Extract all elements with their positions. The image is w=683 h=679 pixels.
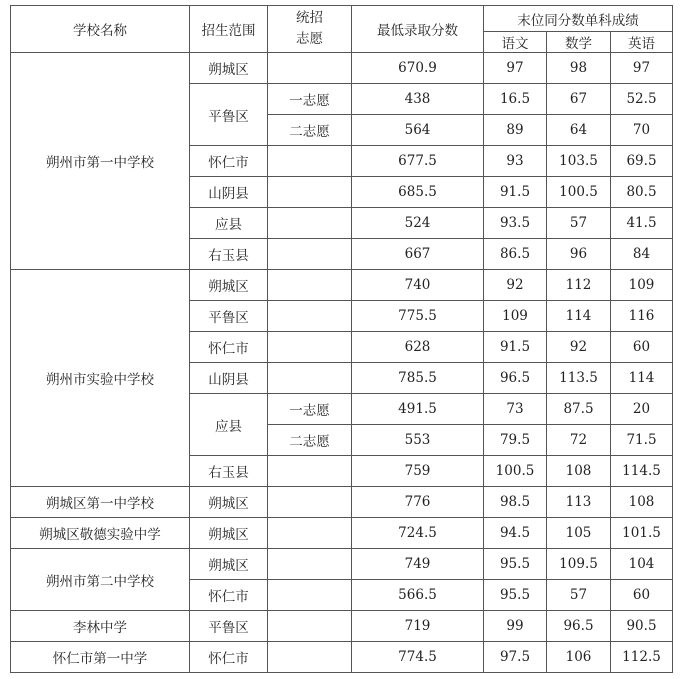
math-cell: 108 <box>547 456 611 487</box>
min-score-cell: 776 <box>352 487 484 518</box>
english-cell: 109 <box>611 270 673 301</box>
chinese-cell: 109 <box>484 301 547 332</box>
english-cell: 114.5 <box>611 456 673 487</box>
chinese-cell: 97.5 <box>484 642 547 673</box>
chinese-cell: 100.5 <box>484 456 547 487</box>
chinese-cell: 89 <box>484 115 547 146</box>
chinese-cell: 16.5 <box>484 84 547 115</box>
range-cell: 朔城区 <box>190 518 268 549</box>
table-row <box>11 611 673 642</box>
min-score-cell: 685.5 <box>352 177 484 208</box>
header-school: 学校名称 <box>11 6 190 53</box>
english-cell: 112.5 <box>611 642 673 673</box>
min-score-cell: 564 <box>352 115 484 146</box>
choice-cell <box>268 53 352 84</box>
english-cell: 60 <box>611 332 673 363</box>
min-score-cell: 759 <box>352 456 484 487</box>
range-cell: 右玉县 <box>190 239 268 270</box>
choice-cell <box>268 239 352 270</box>
chinese-cell: 93.5 <box>484 208 547 239</box>
min-score-cell: 775.5 <box>352 301 484 332</box>
admission-scores-table <box>10 5 673 673</box>
english-cell: 70 <box>611 115 673 146</box>
choice-cell: 二志愿 <box>268 115 352 146</box>
chinese-cell: 94.5 <box>484 518 547 549</box>
range-cell: 怀仁市 <box>190 580 268 611</box>
chinese-cell: 91.5 <box>484 332 547 363</box>
english-cell: 41.5 <box>611 208 673 239</box>
min-score-cell: 667 <box>352 239 484 270</box>
chinese-cell: 86.5 <box>484 239 547 270</box>
min-score-cell: 524 <box>352 208 484 239</box>
range-cell: 右玉县 <box>190 456 268 487</box>
choice-cell <box>268 332 352 363</box>
english-cell: 69.5 <box>611 146 673 177</box>
choice-cell <box>268 208 352 239</box>
header-last-rank: 末位同分数单科成绩 <box>484 6 673 32</box>
chinese-cell: 98.5 <box>484 487 547 518</box>
range-cell: 平鲁区 <box>190 84 268 146</box>
range-cell: 朔城区 <box>190 53 268 84</box>
english-cell: 114 <box>611 363 673 394</box>
school-name: 朔州市实验中学校 <box>11 270 190 487</box>
header-tongzhao <box>268 6 352 53</box>
min-score-cell: 628 <box>352 332 484 363</box>
header-tongzhao-line1: 统招 <box>296 10 323 26</box>
math-cell: 92 <box>547 332 611 363</box>
header-range: 招生范围 <box>190 6 268 53</box>
english-cell: 108 <box>611 487 673 518</box>
school-name: 朔州市第一中学校 <box>11 53 190 270</box>
math-cell: 67 <box>547 84 611 115</box>
school-name: 朔州市第二中学校 <box>11 549 190 611</box>
range-cell: 怀仁市 <box>190 146 268 177</box>
min-score-cell: 553 <box>352 425 484 456</box>
header-tongzhao-line2: 志愿 <box>296 31 323 47</box>
english-cell: 116 <box>611 301 673 332</box>
header-chinese: 语文 <box>484 32 547 53</box>
math-cell: 57 <box>547 580 611 611</box>
header-math: 数学 <box>547 32 611 53</box>
min-score-cell: 670.9 <box>352 53 484 84</box>
math-cell: 106 <box>547 642 611 673</box>
english-cell: 101.5 <box>611 518 673 549</box>
range-cell: 朔城区 <box>190 549 268 580</box>
min-score-cell: 774.5 <box>352 642 484 673</box>
school-name: 朔城区第一中学校 <box>11 487 190 518</box>
table-row <box>11 270 673 301</box>
chinese-cell: 73 <box>484 394 547 425</box>
math-cell: 72 <box>547 425 611 456</box>
range-cell: 怀仁市 <box>190 332 268 363</box>
choice-cell: 二志愿 <box>268 425 352 456</box>
math-cell: 105 <box>547 518 611 549</box>
school-name: 朔城区敬德实验中学 <box>11 518 190 549</box>
school-name: 李林中学 <box>11 611 190 642</box>
range-cell: 怀仁市 <box>190 642 268 673</box>
english-cell: 90.5 <box>611 611 673 642</box>
math-cell: 112 <box>547 270 611 301</box>
choice-cell: 一志愿 <box>268 84 352 115</box>
chinese-cell: 95.5 <box>484 549 547 580</box>
min-score-cell: 566.5 <box>352 580 484 611</box>
choice-cell <box>268 177 352 208</box>
chinese-cell: 91.5 <box>484 177 547 208</box>
math-cell: 87.5 <box>547 394 611 425</box>
chinese-cell: 79.5 <box>484 425 547 456</box>
choice-cell <box>268 301 352 332</box>
chinese-cell: 97 <box>484 53 547 84</box>
min-score-cell: 677.5 <box>352 146 484 177</box>
range-cell: 朔城区 <box>190 487 268 518</box>
min-score-cell: 491.5 <box>352 394 484 425</box>
chinese-cell: 99 <box>484 611 547 642</box>
math-cell: 113.5 <box>547 363 611 394</box>
english-cell: 52.5 <box>611 84 673 115</box>
min-score-cell: 719 <box>352 611 484 642</box>
header-row <box>11 6 673 32</box>
table-row <box>11 642 673 673</box>
math-cell: 109.5 <box>547 549 611 580</box>
range-cell: 山阴县 <box>190 363 268 394</box>
english-cell: 20 <box>611 394 673 425</box>
min-score-cell: 785.5 <box>352 363 484 394</box>
math-cell: 57 <box>547 208 611 239</box>
range-cell: 应县 <box>190 208 268 239</box>
english-cell: 97 <box>611 53 673 84</box>
english-cell: 80.5 <box>611 177 673 208</box>
choice-cell <box>268 642 352 673</box>
choice-cell <box>268 518 352 549</box>
header-min-score: 最低录取分数 <box>352 6 484 53</box>
english-cell: 84 <box>611 239 673 270</box>
math-cell: 113 <box>547 487 611 518</box>
english-cell: 104 <box>611 549 673 580</box>
choice-cell <box>268 456 352 487</box>
table-row <box>11 518 673 549</box>
range-cell: 朔城区 <box>190 270 268 301</box>
range-cell: 山阴县 <box>190 177 268 208</box>
chinese-cell: 92 <box>484 270 547 301</box>
chinese-cell: 96.5 <box>484 363 547 394</box>
range-cell: 平鲁区 <box>190 611 268 642</box>
min-score-cell: 438 <box>352 84 484 115</box>
range-cell: 应县 <box>190 394 268 456</box>
chinese-cell: 95.5 <box>484 580 547 611</box>
choice-cell <box>268 270 352 301</box>
math-cell: 100.5 <box>547 177 611 208</box>
choice-cell <box>268 146 352 177</box>
school-name: 怀仁市第一中学 <box>11 642 190 673</box>
math-cell: 114 <box>547 301 611 332</box>
choice-cell <box>268 611 352 642</box>
chinese-cell: 93 <box>484 146 547 177</box>
choice-cell <box>268 487 352 518</box>
choice-cell <box>268 363 352 394</box>
math-cell: 98 <box>547 53 611 84</box>
min-score-cell: 749 <box>352 549 484 580</box>
table-row <box>11 53 673 84</box>
choice-cell: 一志愿 <box>268 394 352 425</box>
choice-cell <box>268 580 352 611</box>
english-cell: 71.5 <box>611 425 673 456</box>
min-score-cell: 740 <box>352 270 484 301</box>
range-cell: 平鲁区 <box>190 301 268 332</box>
header-english: 英语 <box>611 32 673 53</box>
table-row <box>11 549 673 580</box>
math-cell: 96 <box>547 239 611 270</box>
min-score-cell: 724.5 <box>352 518 484 549</box>
english-cell: 60 <box>611 580 673 611</box>
math-cell: 96.5 <box>547 611 611 642</box>
math-cell: 64 <box>547 115 611 146</box>
math-cell: 103.5 <box>547 146 611 177</box>
table-row <box>11 487 673 518</box>
choice-cell <box>268 549 352 580</box>
